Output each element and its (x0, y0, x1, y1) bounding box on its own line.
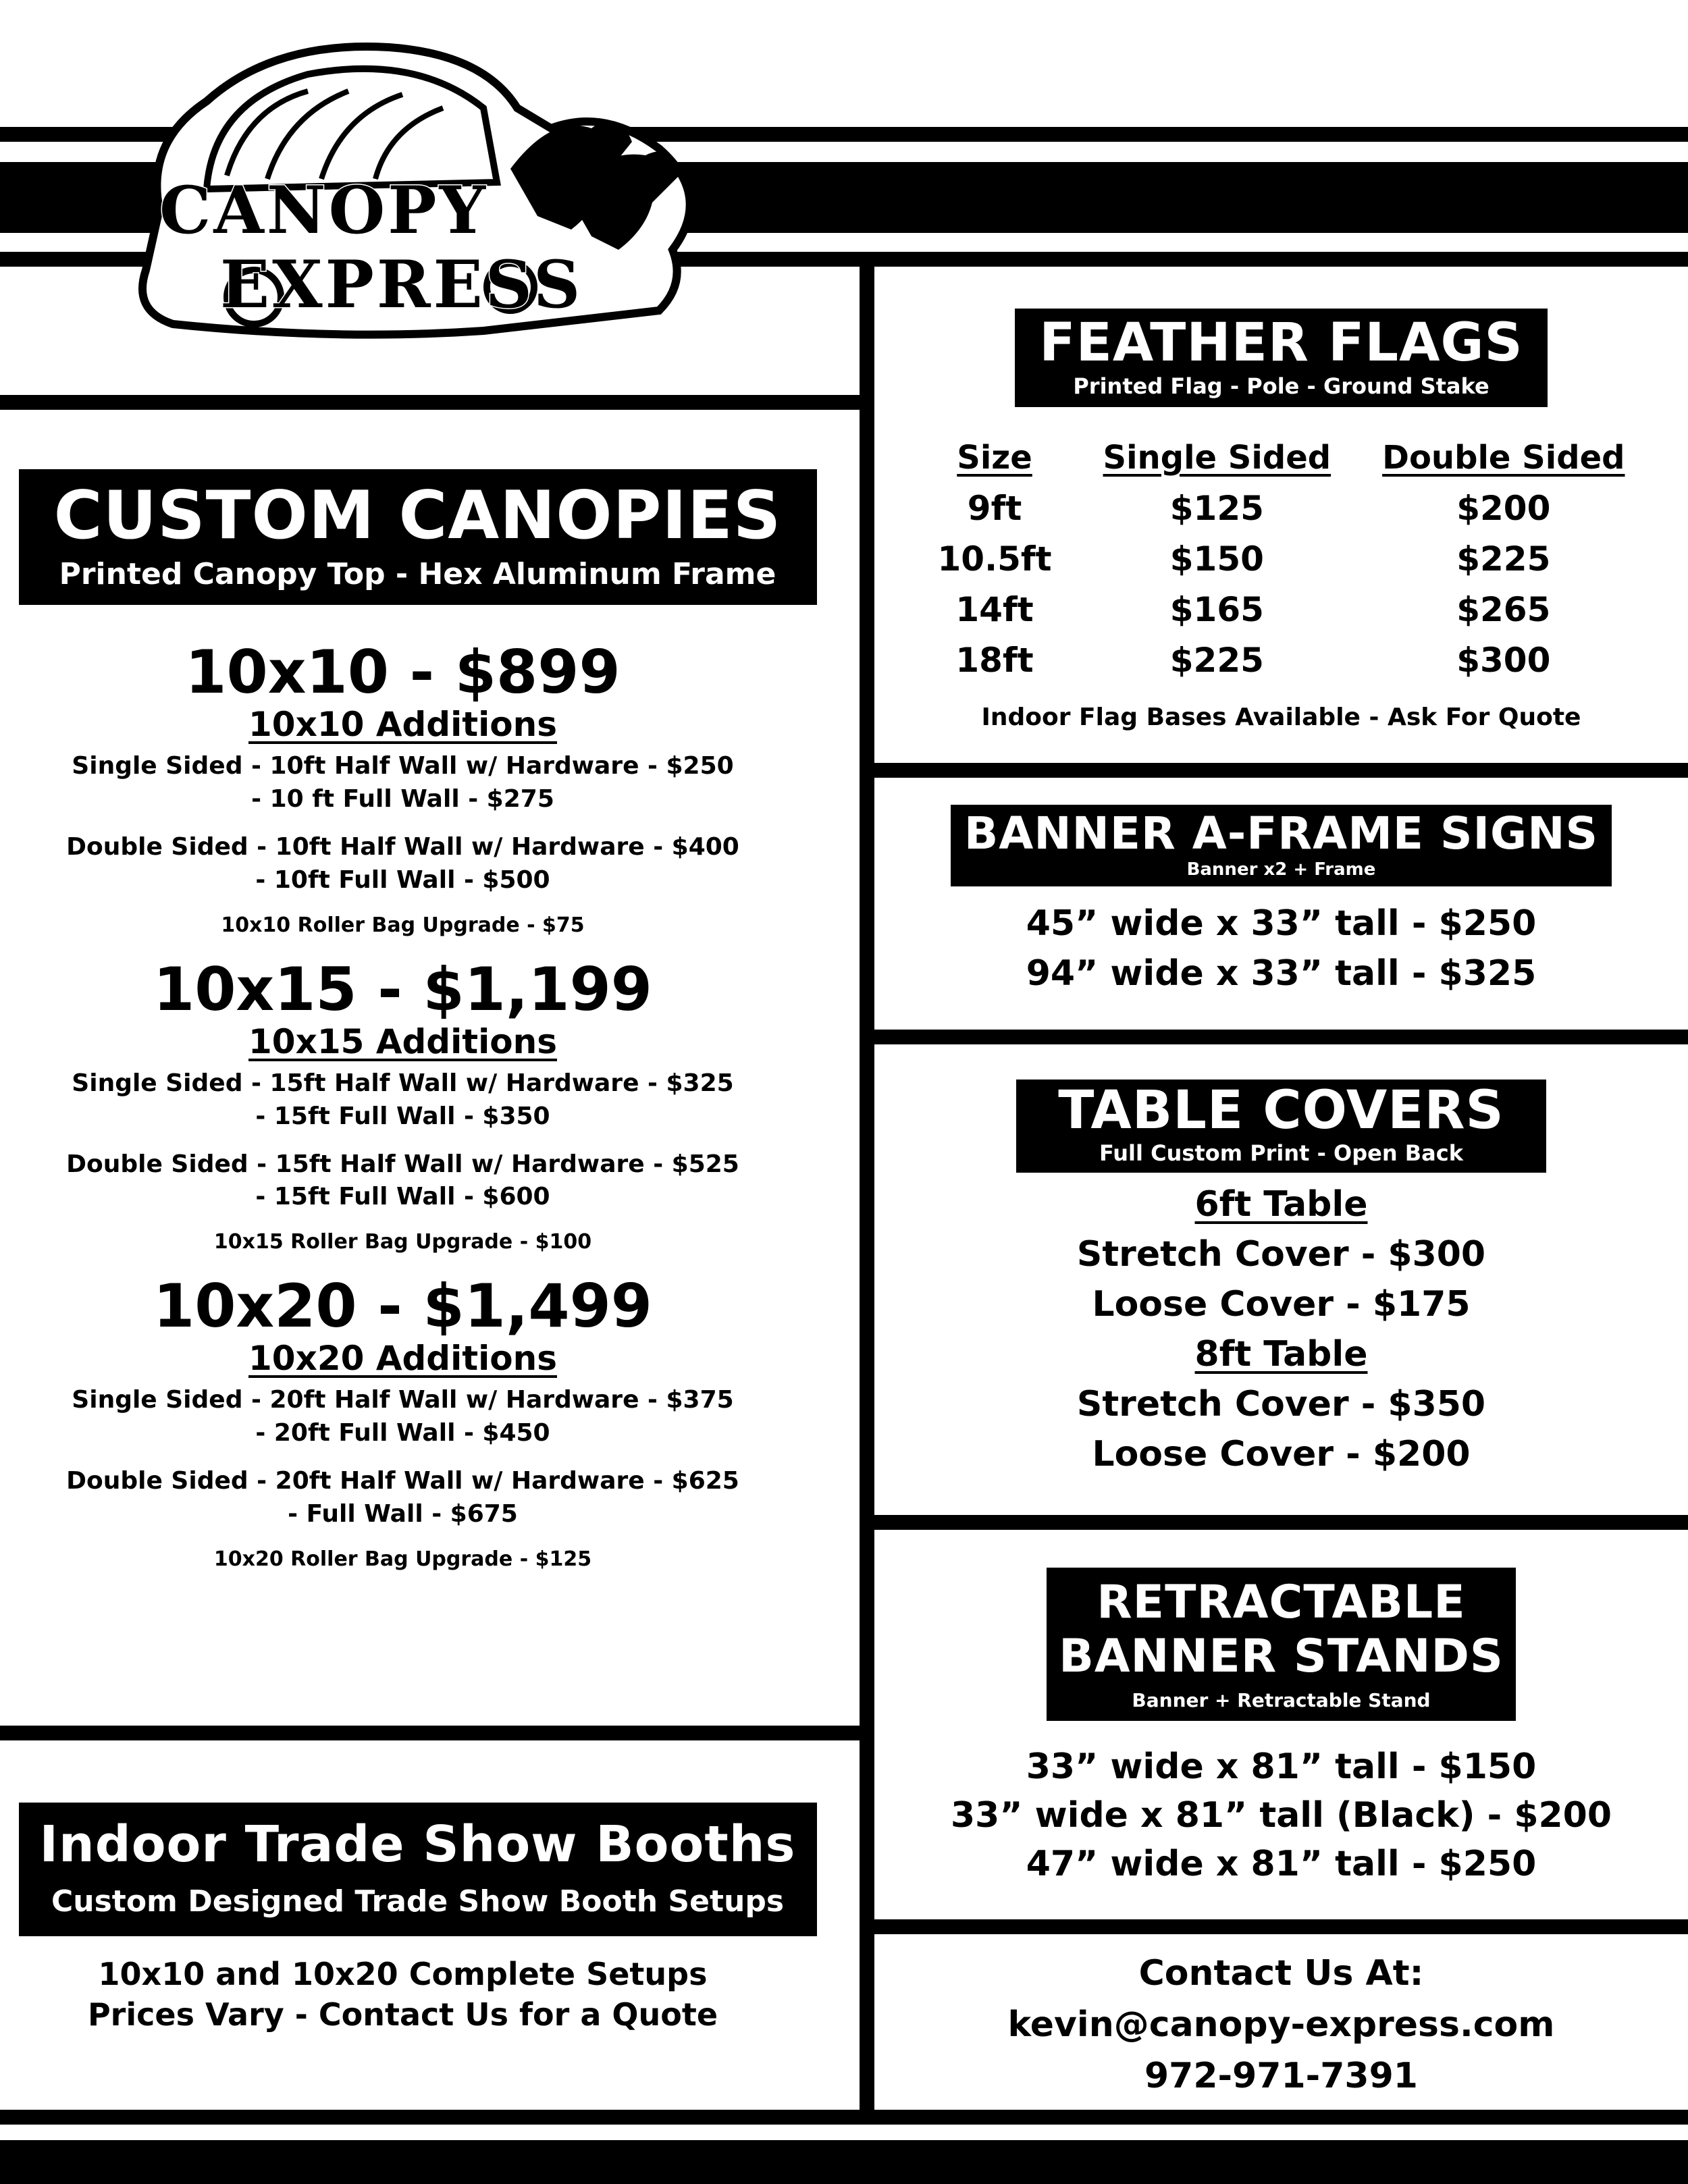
single-sided-full-wall: - 15ft Full Wall - $350 (255, 1102, 550, 1130)
aframe-price-line-1: 45” wide x 33” tall - $250 (1026, 903, 1537, 944)
flag-size: 10.5ft (937, 539, 1052, 579)
roller-bag-upgrade: 10x10 Roller Bag Upgrade - $75 (221, 913, 585, 937)
custom-canopies-section (0, 410, 860, 1726)
contact-section (874, 1934, 1688, 2110)
eight-ft-loose-cover: Loose Cover - $200 (1092, 1433, 1471, 1474)
eight-ft-table-heading: 8ft Table (1194, 1333, 1368, 1375)
table-row (912, 585, 1651, 635)
contact-email-link[interactable]: kevin@canopy-express.com (1007, 2004, 1555, 2045)
left-divider-1 (0, 395, 860, 410)
single-sided-full-wall: - 20ft Full Wall - $450 (255, 1419, 550, 1447)
trade-show-title-box (19, 1803, 817, 1936)
flag-size: 9ft (967, 489, 1022, 528)
roller-bag-upgrade: 10x20 Roller Bag Upgrade - $125 (213, 1547, 592, 1572)
single-sided-line: Single Sided - 20ft Half Wall w/ Hardware - $375 (72, 1386, 734, 1414)
table-row (912, 483, 1651, 534)
contact-phone-link[interactable]: 972-971-7391 (1144, 2056, 1418, 2096)
retractable-prices (951, 1742, 1612, 1888)
table-row (912, 534, 1651, 585)
double-sided-line: Double Sided - 10ft Half Wall w/ Hardware - $400 (66, 832, 739, 861)
bottom-stripe-thin (0, 2110, 1688, 2125)
trade-show-subtitle: Custom Designed Trade Show Booth Setups (51, 1884, 785, 1919)
trade-show-section (0, 1740, 860, 2110)
double-sided-line: Double Sided - 20ft Half Wall w/ Hardware - $625 (66, 1467, 739, 1495)
double-sided-full-wall: - Full Wall - $675 (288, 1500, 518, 1528)
custom-canopies-title-box (19, 469, 817, 605)
feather-flags-note: Indoor Flag Bases Available - Ask For Quote (981, 703, 1581, 731)
eight-ft-stretch-cover: Stretch Cover - $350 (1076, 1383, 1486, 1424)
table-covers-subtitle: Full Custom Print - Open Back (1099, 1140, 1463, 1166)
flag-single-price: $225 (1169, 641, 1264, 680)
contact-heading: Contact Us At: (1138, 1953, 1424, 1994)
logo-text-canopy: CANOPY (159, 172, 488, 248)
canopy-price-heading: 10x10 - $899 (185, 637, 621, 707)
trade-show-title: Indoor Trade Show Booths (39, 1815, 796, 1873)
size-column-header: Size (957, 439, 1032, 477)
table-covers-section (874, 1044, 1688, 1515)
double-sided-column-header: Double Sided (1382, 439, 1625, 477)
trade-show-details (88, 1954, 718, 2035)
double-sided-line: Double Sided - 15ft Half Wall w/ Hardware - $525 (66, 1150, 739, 1178)
retractable-price-line-2: 33” wide x 81” tall (Black) - $200 (950, 1795, 1612, 1836)
flag-double-price: $300 (1456, 641, 1551, 680)
canopy-size-10x20 (4, 1271, 802, 1572)
table-row (912, 635, 1651, 686)
flag-single-price: $150 (1169, 539, 1264, 579)
flag-size: 18ft (955, 641, 1034, 680)
table-covers-title: TABLE COVERS (1058, 1080, 1504, 1141)
six-ft-stretch-cover: Stretch Cover - $300 (1076, 1233, 1486, 1275)
center-divider (860, 267, 874, 2110)
feather-flags-subtitle: Printed Flag - Pole - Ground Stake (1073, 373, 1489, 399)
single-sided-line: Single Sided - 10ft Half Wall w/ Hardware - $250 (72, 751, 734, 780)
trade-show-line-2: Prices Vary - Contact Us for a Quote (87, 1996, 718, 2033)
additions-heading: 10x15 Additions (248, 1021, 557, 1061)
contact-details (1008, 1948, 1555, 2102)
flag-single-price: $125 (1169, 489, 1264, 528)
flag-double-price: $265 (1456, 590, 1551, 629)
aframe-price-line-2: 94” wide x 33” tall - $325 (1026, 953, 1537, 994)
canopy-express-logo (132, 27, 720, 344)
table-header-row (912, 433, 1651, 483)
feather-flags-price-table (912, 433, 1651, 686)
banner-aframe-title: BANNER A-FRAME SIGNS (964, 807, 1598, 859)
feather-flags-section (874, 267, 1688, 763)
roller-bag-upgrade: 10x15 Roller Bag Upgrade - $100 (213, 1230, 592, 1254)
table-covers-title-box (1016, 1080, 1546, 1173)
retractable-price-line-3: 47” wide x 81” tall - $250 (1026, 1844, 1537, 1885)
flag-double-price: $225 (1456, 539, 1551, 579)
feather-flags-title: FEATHER FLAGS (1039, 313, 1523, 373)
table-covers-prices (1077, 1179, 1485, 1479)
retractable-subtitle: Banner + Retractable Stand (1132, 1689, 1431, 1712)
double-sided-full-wall: - 10ft Full Wall - $500 (255, 865, 550, 894)
custom-canopies-subtitle: Printed Canopy Top - Hex Aluminum Frame (59, 556, 776, 591)
single-sided-line: Single Sided - 15ft Half Wall w/ Hardware - $325 (72, 1069, 734, 1097)
six-ft-table-heading: 6ft Table (1194, 1183, 1368, 1225)
flag-single-price: $165 (1169, 590, 1264, 629)
single-sided-full-wall: - 10 ft Full Wall - $275 (251, 784, 554, 813)
canopy-size-10x15 (4, 954, 802, 1254)
retractable-title-box (1047, 1568, 1516, 1721)
canopy-price-heading: 10x15 - $1,199 (153, 954, 653, 1024)
feather-flags-title-box (1015, 309, 1547, 407)
additions-heading: 10x10 Additions (248, 704, 557, 744)
flag-double-price: $200 (1456, 489, 1551, 528)
additions-heading: 10x20 Additions (248, 1339, 557, 1379)
six-ft-loose-cover: Loose Cover - $175 (1092, 1283, 1471, 1325)
double-sided-full-wall: - 15ft Full Wall - $600 (255, 1183, 550, 1211)
right-divider-1 (874, 763, 1688, 778)
single-sided-column-header: Single Sided (1103, 439, 1331, 477)
banner-aframe-subtitle: Banner x2 + Frame (1186, 859, 1376, 880)
retractable-title-line-2: BANNER STANDS (1059, 1630, 1504, 1684)
custom-canopies-title: CUSTOM CANOPIES (53, 477, 782, 554)
canopy-price-heading: 10x20 - $1,499 (153, 1271, 653, 1341)
right-divider-3 (874, 1515, 1688, 1530)
canopy-size-10x10 (4, 637, 802, 937)
retractable-section (874, 1530, 1688, 1919)
right-divider-2 (874, 1030, 1688, 1044)
banner-aframe-prices (1026, 899, 1537, 998)
bottom-stripe-thick (0, 2140, 1688, 2184)
banner-aframe-section (874, 778, 1688, 1030)
trade-show-line-1: 10x10 and 10x20 Complete Setups (98, 1956, 708, 1993)
banner-aframe-title-box (951, 805, 1612, 886)
retractable-title-line-1: RETRACTABLE (1097, 1576, 1466, 1629)
left-divider-2 (0, 1726, 860, 1740)
right-divider-4 (874, 1919, 1688, 1934)
flag-size: 14ft (955, 590, 1034, 629)
retractable-price-line-1: 33” wide x 81” tall - $150 (1026, 1747, 1537, 1788)
logo-text-express: EXPRESS (220, 246, 583, 323)
